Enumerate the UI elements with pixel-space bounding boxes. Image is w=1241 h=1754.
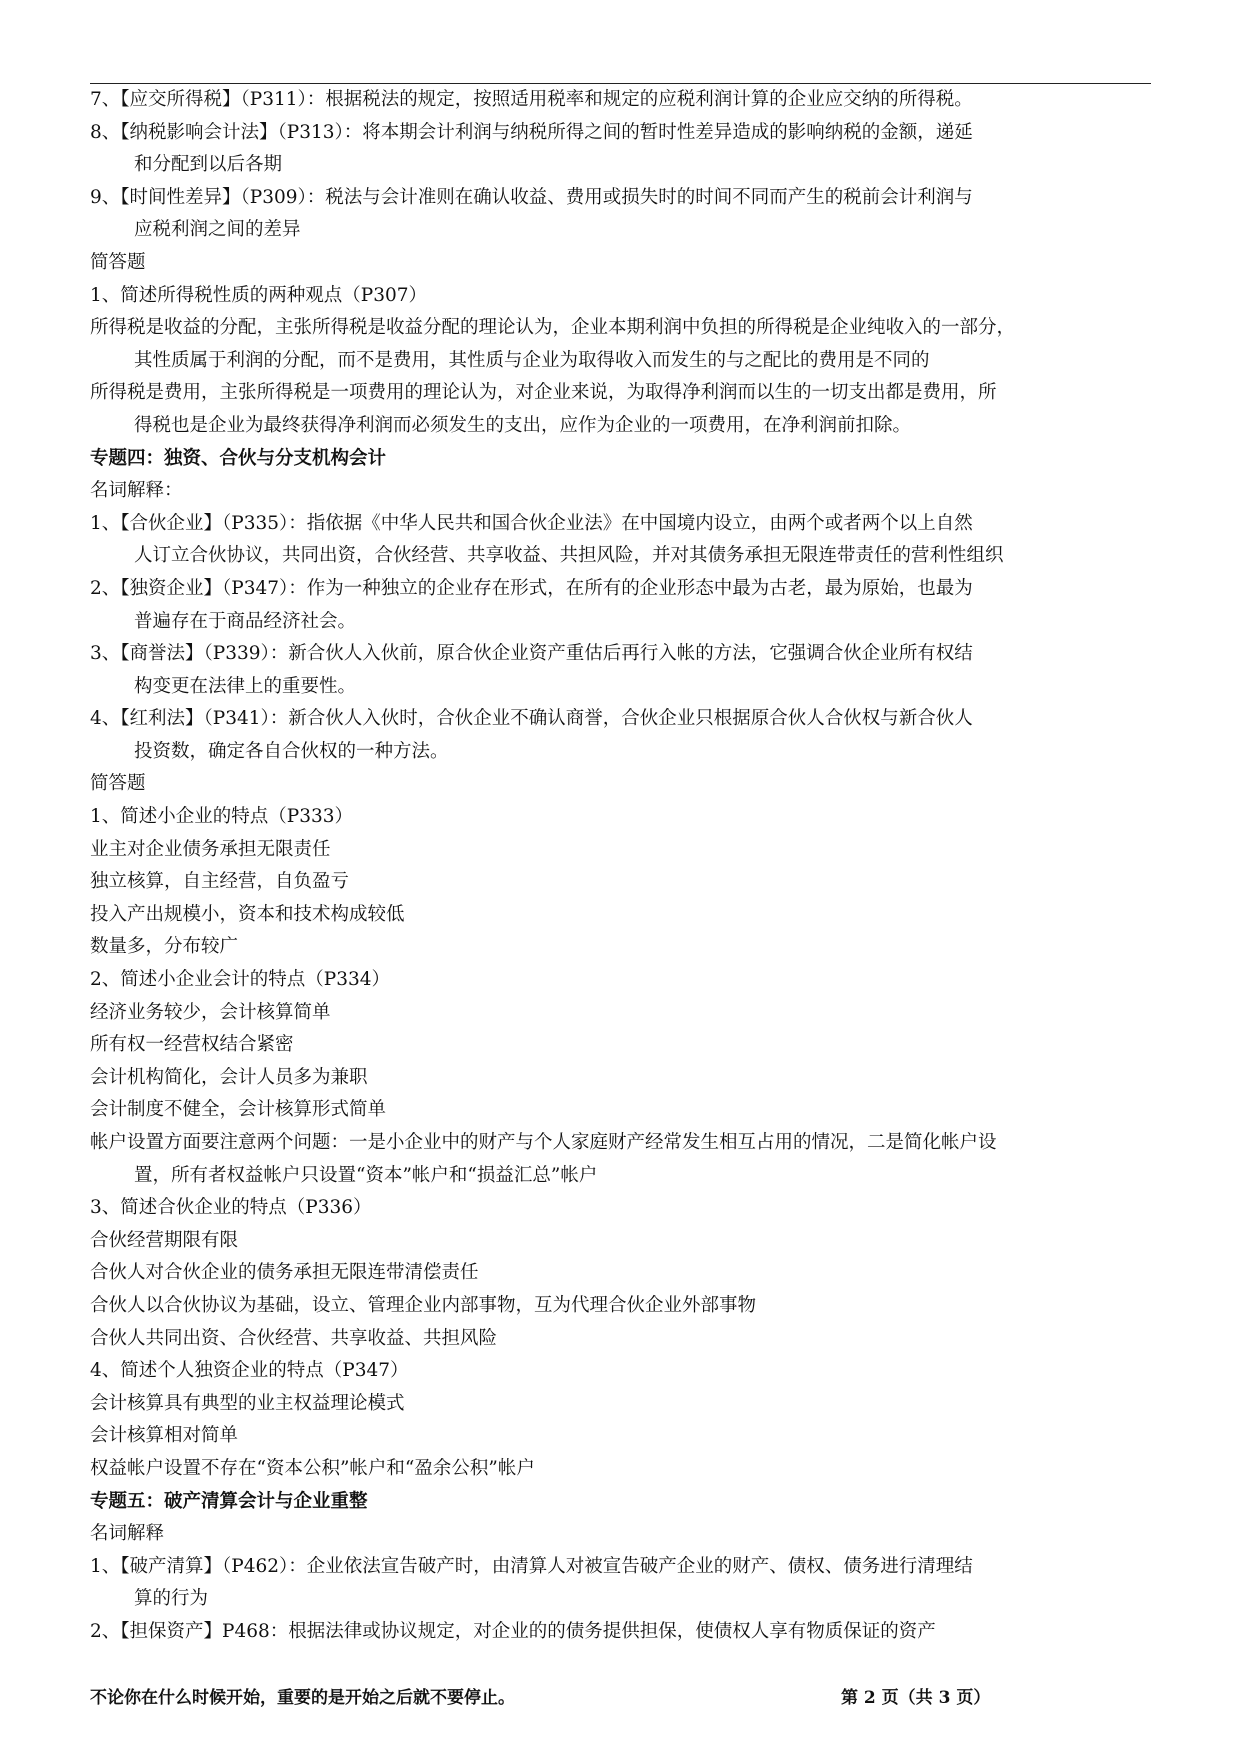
text-line: 简答题 (90, 251, 146, 273)
text-line: 合伙人对合伙企业的债务承担无限连带清偿责任 (90, 1262, 479, 1284)
text-line: 业主对企业债务承担无限责任 (90, 838, 331, 860)
text-line: 投入产出规模小，资本和技术构成较低 (90, 903, 405, 925)
continuation-line: 应税利润之间的差异 (134, 219, 301, 241)
continuation-line: 投资数，确定各自合伙权的一种方法。 (134, 740, 449, 762)
text-line: 所得税是收益的分配，主张所得税是收益分配的理论认为，企业本期利润中负担的所得税是企业纯收入的一部分， (90, 317, 1016, 339)
term-entry: 1、【破产清算】（P462）：企业依法宣告破产时，由清算人对被宣告破产企业的财产、债权、债务进行清理结 (90, 1555, 973, 1577)
page-footer (90, 1683, 1151, 1713)
text-line: 帐户设置方面要注意两个问题：一是小企业中的财产与个人家庭财产经常发生相互占用的情况，二是简化帐户设 (90, 1132, 997, 1153)
document-body (90, 84, 1152, 1649)
text-line: 名词解释： (90, 480, 183, 502)
continuation-line: 人订立合伙协议，共同出资，合伙经营、共享收益、共担风险，并对其债务承担无限连带责任的营利性组织 (134, 545, 1004, 567)
text-line: 数量多，分布较广 (90, 936, 239, 958)
term-entry: 7、【应交所得税】（P311）：根据税法的规定，按照适用税率和规定的应税利润计算的企业应交纳的所得税。 (90, 89, 973, 110)
text-line: 会计核算具有典型的业主权益理论模式 (90, 1392, 405, 1414)
footer-motto: 不论你在什么时候开始，重要的是开始之后就不要停止。 (90, 1688, 515, 1708)
continuation-line: 得税也是企业为最终获得净利润而必须发生的支出，应作为企业的一项费用，在净利润前扣除。 (134, 414, 912, 436)
text-line: 4、简述个人独资企业的特点（P347） (90, 1360, 409, 1382)
term-entry: 3、【商誉法】（P339）：新合伙人入伙前，原合伙企业资产重估后再行入帐的方法，它强调合伙企业所有权结 (90, 643, 973, 665)
text-line: 经济业务较少，会计核算简单 (90, 1001, 331, 1023)
continuation-line: 算的行为 (134, 1588, 209, 1610)
term-entry: 4、【红利法】（P341）：新合伙人入伙时，合伙企业不确认商誉，合伙企业只根据原合伙人合伙权与新合伙人 (90, 708, 973, 730)
text-line: 合伙人共同出资、合伙经营、共享收益、共担风险 (90, 1327, 498, 1349)
text-line: 所得税是费用，主张所得税是一项费用的理论认为，对企业来说，为取得净利润而以生的一切支出都是费用，所 (90, 382, 997, 404)
section-heading: 专题四：独资、合伙与分支机构会计 (90, 447, 387, 469)
continuation-line: 和分配到以后各期 (134, 154, 283, 176)
text-line: 3、简述合伙企业的特点（P336） (90, 1197, 372, 1219)
continuation-line: 构变更在法律上的重要性。 (134, 675, 357, 697)
text-line: 简答题 (90, 773, 146, 795)
text-line: 名词解释 (90, 1523, 165, 1545)
continuation-line: 置，所有者权益帐户只设置“资本”帐户和“损益汇总”帐户 (134, 1164, 598, 1186)
text-line: 2、简述小企业会计的特点（P334） (90, 969, 391, 991)
term-entry: 8、【纳税影响会计法】（P313）：将本期会计利润与纳税所得之间的暂时性差异造成的影响纳税的金额，递延 (90, 121, 973, 143)
term-entry: 2、【担保资产】P468：根据法律或协议规定，对企业的的债务提供担保，使债权人享有物质保证的资产 (90, 1620, 936, 1642)
continuation-line: 其性质属于利润的分配，而不是费用，其性质与企业为取得收入而发生的与之配比的费用是不同的 (134, 349, 930, 371)
term-entry: 2、【独资企业】（P347）：作为一种独立的企业存在形式，在所有的企业形态中最为古老，最为原始，也最为 (90, 577, 973, 599)
text-line: 会计核算相对简单 (90, 1425, 239, 1447)
text-line: 会计机构简化，会计人员多为兼职 (90, 1066, 368, 1088)
text-line: 1、简述所得税性质的两种观点（P307） (90, 284, 428, 306)
term-entry: 9、【时间性差异】（P309）：税法与会计准则在确认收益、费用或损失时的时间不同而产生的税前会计利润与 (90, 186, 973, 208)
text-line: 独立核算，自主经营，自负盈亏 (90, 871, 350, 893)
term-entry: 1、【合伙企业】（P335）：指依据《中华人民共和国合伙企业法》在中国境内设立，由两个或者两个以上自然 (90, 512, 973, 534)
text-line: 所有权一经营权结合紧密 (90, 1034, 294, 1056)
text-line: 1、简述小企业的特点（P333） (90, 806, 354, 828)
text-line: 会计制度不健全，会计核算形式简单 (90, 1099, 387, 1121)
page-number: 第 2 页（共 3 页） (841, 1688, 991, 1708)
text-line: 权益帐户设置不存在“资本公积”帐户和“盈余公积”帐户 (90, 1457, 535, 1479)
continuation-line: 普遍存在于商品经济社会。 (134, 610, 357, 632)
text-line: 合伙人以合伙协议为基础，设立、管理企业内部事物，互为代理合伙企业外部事物 (90, 1294, 757, 1316)
text-line: 合伙经营期限有限 (90, 1229, 239, 1251)
section-heading: 专题五：破产清算会计与企业重整 (90, 1490, 368, 1512)
